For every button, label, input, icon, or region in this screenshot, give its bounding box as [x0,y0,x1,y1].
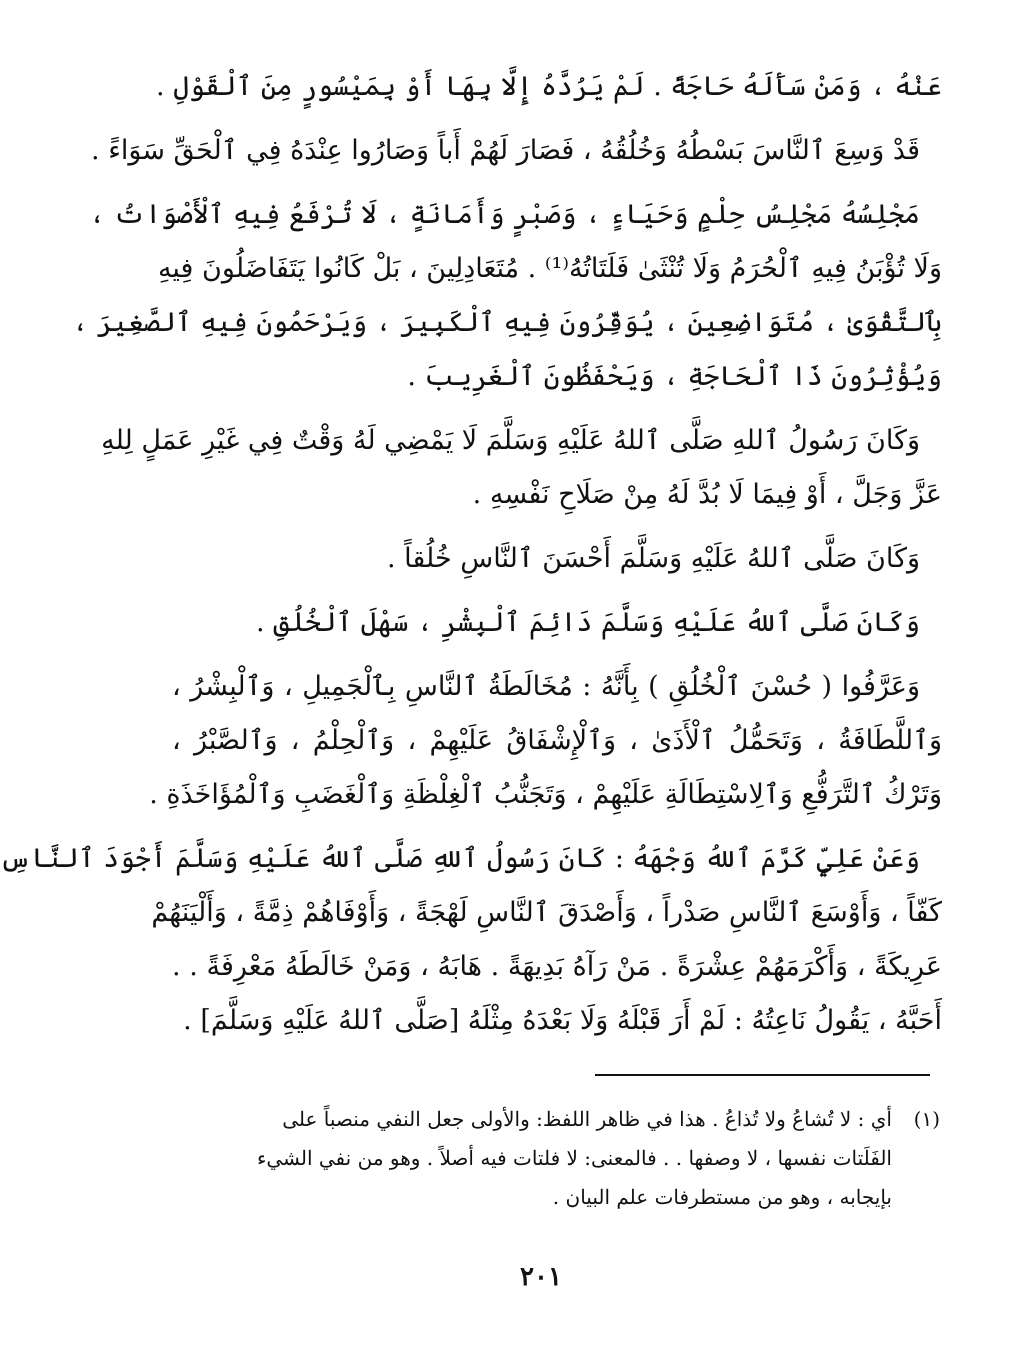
text-line: أَحَبَّهُ ، يَقُولُ نَاعِتُهُ : لَمْ أَرَ قَبْلَهُ وَلَا بَعْدَهُ مِثْلَهُ [صَلَّى ٱللهُ عَلَيْهِ وَسَلَّمَ] . [183,1005,942,1036]
text-line: وَكَانَ صَلَّى ٱللهُ عَلَيْهِ وَسَلَّمَ دَائِمَ ٱلْبِشْرِ ، سَهْلَ ٱلْخُلُقِ . [256,607,920,638]
main-text [0,60,942,1058]
text-line: وَكَانَ رَسُولُ ٱللهِ صَلَّى ٱللهُ عَلَيْهِ وَسَلَّمَ لَا يَمْضِي لَهُ وَقْتٌ فِي غَيْرِ عَمَلٍ لِلهِ [101,425,920,456]
paragraph [172,532,942,586]
text-line: وَعَرَّفُوا ( حُسْنَ ٱلْخُلُقِ ) بِأَنَّهُ : مُخَالَطَةُ ٱلنَّاسِ بِٱلْجَمِيلِ ، وَٱلْبِشْرُ ، [172,671,920,702]
footnote-divider [595,1074,930,1076]
paragraph [156,60,942,114]
page-number: ٢٠١ [520,1262,562,1292]
text-line: وَيُؤْثِرُونَ ذَا ٱلْحَاجَةِ ، وَيَحْفَظُونَ ٱلْغَرِيبَ . [407,361,942,392]
text-line: وَلَا تُؤْبَنُ فِيهِ ٱلْحُرَمُ وَلَا تُنْثَىٰ فَلَتَاتُهُ⁽¹⁾ . مُتَعَادِلِينَ ، بَلْ كَانُوا يَتَفَاضَلُونَ فِيهِ [157,253,942,284]
text-line: بِٱلتَّقْوَىٰ ، مُتَوَاضِعِينَ ، يُوَقِّرُونَ فِيهِ ٱلْكَبِيرَ ، وَيَرْحَمُونَ فِيهِ ٱلصَّغِيرَ ، [72,307,942,338]
text-line: وَتَرْكُ ٱلتَّرَفُّعِ وَٱلِاسْتِطَالَةِ عَلَيْهِمْ ، وَتَجَنُّبُ ٱلْغِلْظَةِ وَٱلْغَضَبِ وَٱلْمُؤَاخَذَةِ . [149,779,942,810]
text-line: عَرِيكَةً ، وَأَكْرَمَهُمْ عِشْرَةً . مَنْ رَآهُ بَدِيهَةً . هَابَهُ ، وَمَنْ خَالَطَهُ مَعْرِفَةً . . [172,951,942,982]
paragraph [101,414,942,522]
footnote-marker: (١) [913,1107,940,1131]
text-line: كَفّاً ، وَأَوْسَعَ ٱلنَّاسِ صَدْراً ، وَأَصْدَقَ ٱلنَّاسِ لَهْجَةً ، وَأَوْفَاهُمْ ذِمَّةً ، وَأَلْيَنَهُمْ [151,897,942,928]
paragraph [91,124,942,178]
paragraph [172,596,942,650]
paragraph [0,832,942,1048]
footnote-text: أي : لا تُشاعُ ولا تُذاعُ . هذا في ظاهر اللفظ: والأولى جعل النفي منصباً على [282,1107,892,1131]
text-line: وَكَانَ صَلَّى ٱللهُ عَلَيْهِ وَسَلَّمَ أَحْسَنَ ٱلنَّاسِ خُلُقاً . [387,543,920,574]
text-line: وَعَنْ عَلِيٍّ كَرَّمَ ٱللهُ وَجْهَهُ : كَانَ رَسُولُ ٱللهِ صَلَّى ٱللهُ عَلَيْهِ وَسَلَّمَ أَجْوَدَ ٱلنَّاسِ [0,843,920,874]
paragraph [149,660,942,822]
footnote-area [132,1100,940,1217]
footnote-line: بإيجابه ، وهو من مستطرفات علم البيان . [552,1185,892,1209]
text-line: عَنْهُ ، وَمَنْ سَأَلَهُ حَاجَةً . لَمْ يَرُدَّهُ إِلَّا بِهَا أَوْ بِمَيْسُورٍ مِنَ ٱلْقَوْلِ . [156,71,942,102]
text-line: عَزَّ وَجَلَّ ، أَوْ فِيمَا لَا بُدَّ لَهُ مِنْ صَلَاحِ نَفْسِهِ . [472,479,942,510]
footnote-line: الفَلَتات نفسها ، لا وصفها . . فالمعنى: لا فلتات فيه أصلاً . وهو من نفي الشيء [256,1146,892,1170]
text-line: مَجْلِسُهُ مَجْلِسُ حِلْمٍ وَحَيَاءٍ ، وَصَبْرٍ وَأَمَانَةٍ ، لَا تُرْفَعُ فِيهِ ٱلْأَصْوَاتُ ، [89,199,920,230]
footnote-line [132,1100,940,1139]
text-line: وَٱللَّطَافَةُ ، وَتَحَمُّلُ ٱلْأَذَىٰ ، وَٱلْإِشْفَاقُ عَلَيْهِمْ ، وَٱلْحِلْمُ ، وَٱلصَّبْرُ ، [172,725,942,756]
text-line: قَدْ وَسِعَ ٱلنَّاسَ بَسْطُهُ وَخُلُقُهُ ، فَصَارَ لَهُمْ أَباً وَصَارُوا عِنْدَهُ فِي ٱلْحَقِّ سَوَاءً . [91,135,920,166]
paragraph [72,188,942,404]
